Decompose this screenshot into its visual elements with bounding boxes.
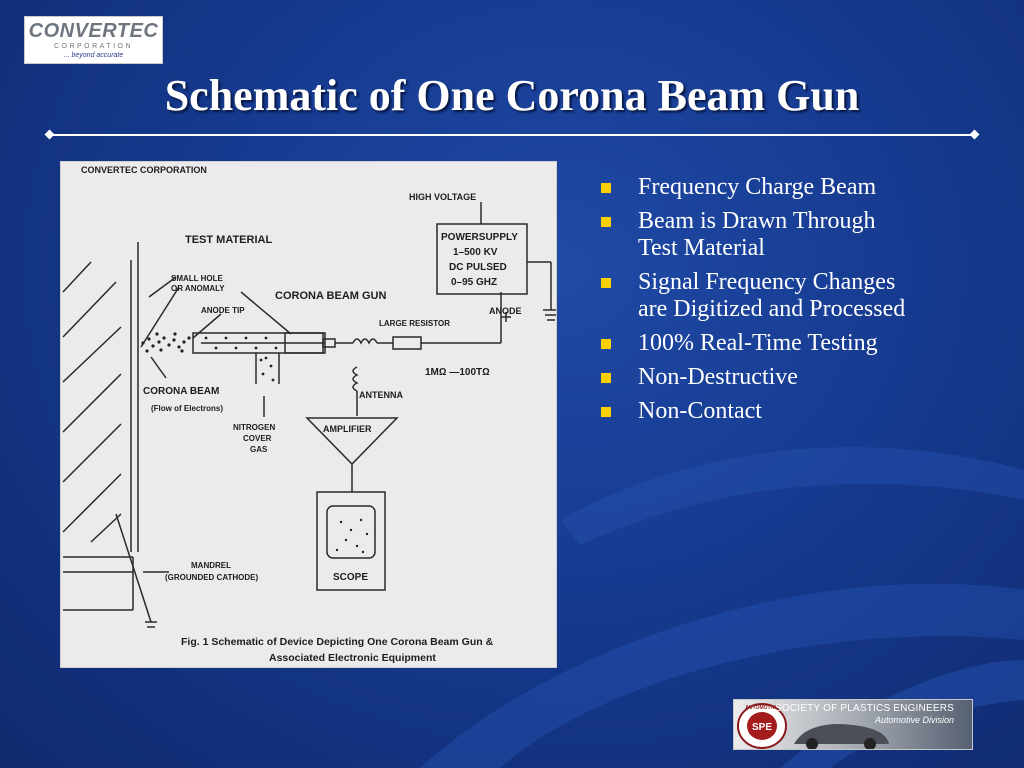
bullet-text-1: Frequency Charge Beam	[638, 174, 877, 200]
bullet-item	[598, 269, 978, 323]
mandrel-label-2: (GROUNDED CATHODE)	[165, 573, 259, 582]
resistance-label: 1MΩ —100TΩ	[425, 367, 490, 378]
bullet-text-5: Non-Destructive	[638, 364, 798, 390]
spe-badge-text: AUTOMOTIVE	[745, 705, 779, 711]
logo-tagline: ... beyond accurate	[63, 52, 124, 59]
nitrogen-label-1: NITROGEN	[233, 423, 276, 432]
spe-automotive-logo	[733, 699, 973, 750]
schematic-diagram	[61, 162, 556, 667]
test-material-label: TEST MATERIAL	[185, 234, 273, 246]
power-supply-line-4: 0–95 GHZ	[451, 277, 498, 288]
spe-title: SOCIETY OF PLASTICS ENGINEERS	[775, 703, 954, 714]
small-hole-label-1: SMALL HOLE	[171, 274, 223, 283]
antenna-label: ANTENNA	[359, 390, 403, 400]
nitrogen-label-2: COVER	[243, 434, 272, 443]
bullet-item	[598, 174, 978, 201]
high-voltage-label: HIGH VOLTAGE	[409, 192, 477, 202]
bullet-item	[598, 208, 978, 262]
anode-tip-label: ANODE TIP	[201, 306, 245, 315]
corona-beam-gun-label: CORONA BEAM GUN	[275, 290, 387, 302]
amplifier-label: AMPLIFIER	[323, 424, 372, 434]
flow-of-electrons-label: (Flow of Electrons)	[151, 404, 223, 413]
bullet-text-3b: are Digitized and Processed	[638, 296, 906, 322]
power-supply-line-1: POWERSUPPLY	[441, 232, 518, 243]
power-supply-line-3: DC PULSED	[449, 262, 507, 273]
small-hole-label-2: OR ANOMALY	[171, 284, 225, 293]
bullet-marker-icon	[601, 183, 611, 193]
slide-title: Schematic of One Corona Beam Gun	[164, 71, 860, 120]
large-resistor-label: LARGE RESISTOR	[379, 319, 450, 328]
schematic-company-label: CONVERTEC CORPORATION	[81, 165, 207, 175]
bullet-list	[598, 174, 978, 432]
bullet-marker-icon	[601, 407, 611, 417]
bullet-text-3a: Signal Frequency Changes	[638, 269, 896, 295]
bullet-marker-icon	[601, 373, 611, 383]
bullet-marker-icon	[601, 339, 611, 349]
power-supply-line-2: 1–500 KV	[453, 247, 498, 258]
bullet-text-2a: Beam is Drawn Through	[638, 208, 876, 234]
scope-label: SCOPE	[333, 572, 369, 583]
anode-label: ANODE	[489, 306, 522, 316]
caption-line-2: Associated Electronic Equipment	[269, 652, 436, 664]
mandrel-label-1: MANDREL	[191, 561, 231, 570]
spe-subtitle: Automotive Division	[874, 715, 954, 725]
bullet-item	[598, 364, 978, 391]
bullet-marker-icon	[601, 278, 611, 288]
schematic-figure	[60, 161, 557, 668]
spe-badge-letters: SPE	[751, 722, 773, 733]
bullet-text-6: Non-Contact	[638, 398, 762, 424]
logo-name: CONVERTEC	[28, 20, 159, 42]
title-divider	[46, 131, 978, 139]
bullet-item	[598, 330, 978, 357]
corona-beam-label: CORONA BEAM	[143, 386, 220, 397]
logo-sub: CORPORATION	[53, 43, 134, 50]
caption-line-1: Fig. 1 Schematic of Device Depicting One Corona Beam Gun &	[181, 636, 494, 648]
bullet-text-4: 100% Real-Time Testing	[638, 330, 878, 356]
convertec-logo	[24, 16, 163, 64]
bullet-marker-icon	[601, 217, 611, 227]
nitrogen-label-3: GAS	[250, 445, 268, 454]
bullet-item	[598, 398, 978, 425]
bullet-text-2b: Test Material	[638, 235, 765, 261]
